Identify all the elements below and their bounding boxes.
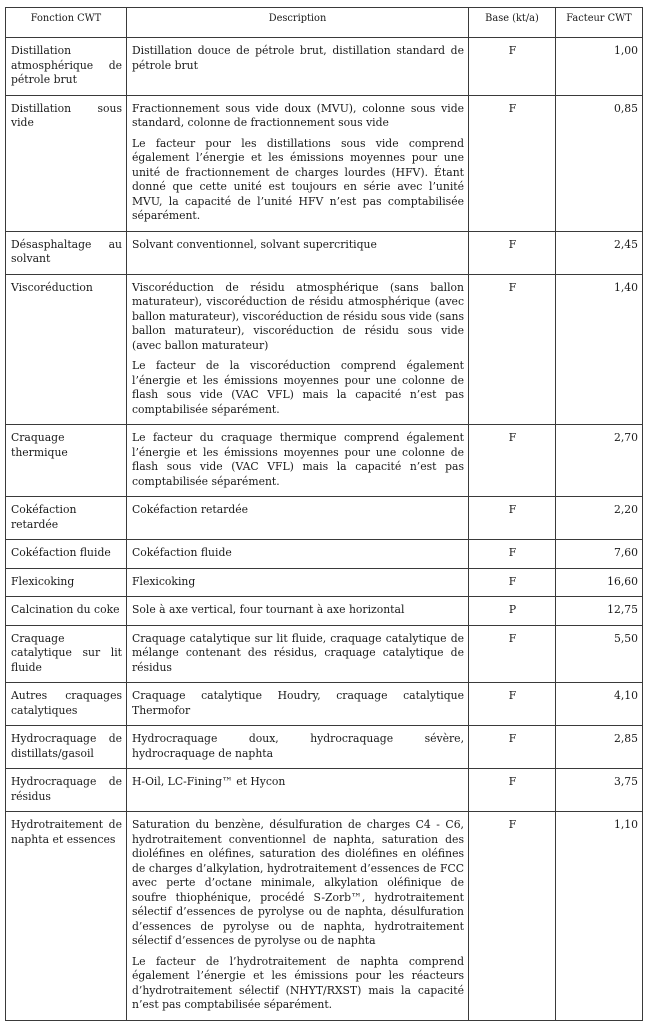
description-paragraph: Hydrocraquage doux, hydrocraquage sévère, hydrocraquage de naphta: [132, 732, 464, 760]
cell-description: [127, 597, 469, 626]
description-paragraph: Viscoréduction de résidu atmosphérique (sans ballon maturateur), viscoréduction de résidu atmosphérique (avec ballon maturateur), viscoréduction de résidu sous vide (sans ballon maturateur), viscoréduction de résidu sous vide (avec ballon maturateur): [132, 280, 464, 352]
header-function: Fonction CWT: [6, 8, 127, 38]
cell-base: P: [469, 597, 556, 626]
description-paragraph: Craquage catalytique sur lit fluide, craquage catalytique de mélange contenant des résidus, craquage catalytique de résidus: [132, 631, 464, 674]
cell-base: F: [469, 540, 556, 569]
cell-function: Cokéfaction retardée: [6, 497, 127, 540]
description-paragraph: Sole à axe vertical, four tournant à axe horizontal: [132, 603, 405, 616]
cell-base: F: [469, 38, 556, 96]
cell-description: [127, 769, 469, 812]
table-row: [6, 568, 643, 597]
cell-function: Cokéfaction fluide: [6, 540, 127, 569]
cell-function: Viscoréduction: [6, 274, 127, 425]
cell-base: F: [469, 568, 556, 597]
description-paragraph: Flexicoking: [132, 574, 196, 588]
description-paragraph: Solvant conventionnel, solvant supercritique: [132, 237, 377, 251]
cell-description: [127, 625, 469, 683]
cell-factor: 4,10: [556, 683, 643, 726]
cell-description: [127, 231, 469, 274]
table-row: [6, 540, 643, 569]
header-base: Base (kt/a): [469, 8, 556, 38]
description-paragraph: Fractionnement sous vide doux (MVU), colonne sous vide standard, colonne de fractionnement sous vide: [132, 101, 464, 129]
cell-function: Hydrocraquage de résidus: [6, 769, 127, 812]
table-row: [6, 625, 643, 683]
cell-base: F: [469, 95, 556, 231]
cell-base: F: [469, 683, 556, 726]
description-paragraph: Le facteur de la viscoréduction comprend également l’énergie et les émissions moyennes pour une colonne de flash sous vide (VAC VFL) mais la capacité n’est pas comptabilisée séparément.: [132, 359, 464, 416]
table-body: [6, 38, 643, 1021]
cell-factor: 5,50: [556, 625, 643, 683]
cell-factor: 2,70: [556, 425, 643, 497]
table-row: [6, 95, 643, 231]
table-row: [6, 425, 643, 497]
cell-base: F: [469, 497, 556, 540]
description-paragraph: Le facteur pour les distillations sous vide comprend également l’énergie et les émissions moyennes pour une unité de fractionnement de charges lourdes (HFV). Étant donné que cette unité est toujours en série avec l’unité MVU, la capacité de l’unité HFV n’est pas comptabilisée séparément.: [132, 136, 464, 222]
cell-factor: 2,20: [556, 497, 643, 540]
description-paragraph: Cokéfaction retardée: [132, 503, 249, 516]
cell-factor: 0,85: [556, 95, 643, 231]
description-paragraph: H-Oil, LC-Fining™ et Hycon: [132, 775, 286, 788]
cell-base: F: [469, 274, 556, 425]
description-paragraph: Distillation douce de pétrole brut, distillation standard de pétrole brut: [132, 44, 464, 72]
cell-function: Distillation atmosphérique de pétrole brut: [6, 38, 127, 96]
table-row: [6, 597, 643, 626]
cell-function: Distillation sous vide: [6, 95, 127, 231]
header-factor: Facteur CWT: [556, 8, 643, 38]
cell-factor: 3,75: [556, 769, 643, 812]
cell-function: Flexicoking: [6, 568, 127, 597]
table-row: [6, 683, 643, 726]
cell-description: [127, 683, 469, 726]
description-paragraph: Saturation du benzène, désulfuration de charges C4 - C6, hydrotraitement conventionnel de naphta, saturation des dioléfines en oléfines, saturation des dioléfines en oléfines de charges d’alkylation, hydrotraitement d’essences de FCC avec perte d’octane minimale, alkylation oléfinique de soufre thiophénique, procédé S-Zorb™, hydrotraitement sélectif d’essences de pyrolyse ou de naphta, désulfuration d’essences de pyrolyse ou de naphta, hydrotraitement sélectif d’essences de pyrolyse ou de naphta: [132, 818, 464, 947]
cell-description: [127, 540, 469, 569]
cell-function: Désasphaltage au solvant: [6, 231, 127, 274]
cell-factor: 2,85: [556, 726, 643, 769]
cell-function: Hydrocraquage de distillats/gasoil: [6, 726, 127, 769]
table-row: [6, 497, 643, 540]
cell-function: Craquage catalytique sur lit fluide: [6, 625, 127, 683]
cell-description: [127, 568, 469, 597]
cell-base: F: [469, 425, 556, 497]
cell-base: F: [469, 625, 556, 683]
table-row: [6, 38, 643, 96]
cell-description: [127, 425, 469, 497]
description-paragraph: Le facteur du craquage thermique comprend également l’énergie et les émissions moyennes pour une colonne de flash sous vide (VAC VFL) mais la capacité n’est pas comptabilisée séparément.: [132, 431, 464, 488]
cell-description: [127, 274, 469, 425]
cell-factor: 2,45: [556, 231, 643, 274]
cell-function: Autres craquages catalytiques: [6, 683, 127, 726]
cell-function: Craquage thermique: [6, 425, 127, 497]
cell-base: F: [469, 769, 556, 812]
cell-factor: 1,10: [556, 812, 643, 1021]
table-row: [6, 726, 643, 769]
table-row: [6, 769, 643, 812]
cell-description: [127, 38, 469, 96]
cell-description: [127, 95, 469, 231]
header-description: Description: [127, 8, 469, 38]
cwt-factor-table: [5, 7, 643, 1021]
cell-factor: 7,60: [556, 540, 643, 569]
table-header-row: [6, 8, 643, 38]
table-row: [6, 274, 643, 425]
cell-function: Hydrotraitement de naphta et essences: [6, 812, 127, 1021]
cell-description: [127, 726, 469, 769]
description-paragraph: Craquage catalytique Houdry, craquage catalytique Thermofor: [132, 689, 464, 717]
cell-factor: 1,00: [556, 38, 643, 96]
cell-description: [127, 497, 469, 540]
cell-base: F: [469, 812, 556, 1021]
cell-factor: 1,40: [556, 274, 643, 425]
table-row: [6, 231, 643, 274]
cell-function: Calcination du coke: [6, 597, 127, 626]
cell-factor: 12,75: [556, 597, 643, 626]
cell-factor: 16,60: [556, 568, 643, 597]
table-row: [6, 812, 643, 1021]
cell-base: F: [469, 726, 556, 769]
description-paragraph: Cokéfaction fluide: [132, 546, 232, 559]
description-paragraph: Le facteur de l’hydrotraitement de naphta comprend également l’énergie et les émissions pour les réacteurs d’hydrotraitement sélectif (NHYT/RXST) mais la capacité n’est pas comptabilisée séparément.: [132, 954, 464, 1011]
cell-base: F: [469, 231, 556, 274]
cell-description: [127, 812, 469, 1021]
